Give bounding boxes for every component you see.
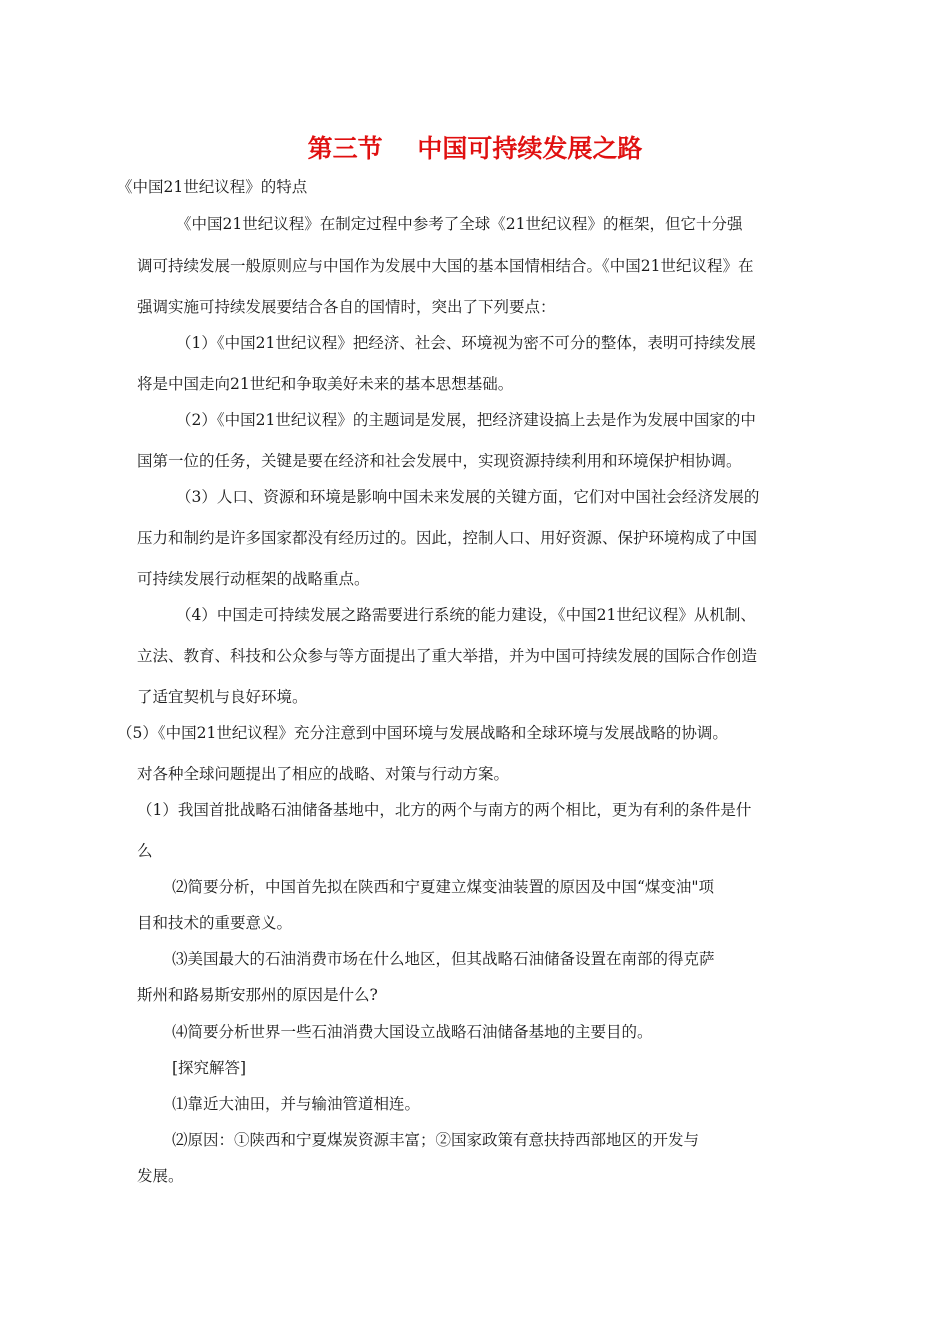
question-line: ⑵简要分析，中国首先拟在陕西和宁夏建立煤变油装置的原因及中国“煤变油"项 — [172, 878, 715, 896]
answer-line: ⑴靠近大油田，并与输油管道相连。 — [172, 1095, 421, 1113]
paragraph-line: 了适宜契机与良好环境。 — [137, 688, 308, 706]
question-line: ⑷简要分析世界一些石油消费大国设立战略石油储备基地的主要目的。 — [172, 1023, 653, 1041]
paragraph-line: （3）人口、资源和环境是影响中国未来发展的关键方面，它们对中国社会经济发展的 — [176, 488, 760, 506]
question-line: ⑶美国最大的石油消费市场在什么地区，但其战略石油储备设置在南部的得克萨 — [172, 950, 715, 968]
answer-heading: [探究解答] — [172, 1059, 247, 1077]
answer-line: 发展。 — [137, 1167, 184, 1185]
question-line: 么 — [137, 842, 153, 860]
paragraph-line: （4）中国走可持续发展之路需要进行系统的能力建设，《中国21世纪议程》从机制、 — [176, 606, 756, 624]
page-title: 第三节 中国可持续发展之路 — [307, 134, 643, 163]
paragraph-line: （1）《中国21世纪议程》把经济、社会、环境视为密不可分的整体，表明可持续发展 — [176, 334, 756, 352]
paragraph-line: 可持续发展行动框架的战略重点。 — [137, 570, 370, 588]
answer-line: ⑵原因：①陕西和宁夏煤炭资源丰富；②国家政策有意扶持西部地区的开发与 — [172, 1131, 700, 1149]
paragraph-line: 对各种全球问题提出了相应的战略、对策与行动方案。 — [137, 765, 510, 783]
paragraph-line: 《中国21世纪议程》在制定过程中参考了全球《21世纪议程》的框架，但它十分强 — [176, 215, 743, 233]
question-line: 目和技术的重要意义。 — [137, 914, 293, 932]
question-line: （1）我国首批战略石油储备基地中，北方的两个与南方的两个相比，更为有利的条件是什 — [137, 801, 752, 819]
section-heading: 《中国21世纪议程》的特点 — [117, 178, 308, 196]
question-line: 斯州和路易斯安那州的原因是什么? — [137, 986, 378, 1004]
paragraph-line: （2）《中国21世纪议程》的主题词是发展，把经济建设搞上去是作为发展中国家的中 — [176, 411, 756, 429]
paragraph-line: 调可持续发展一般原则应与中国作为发展中大国的基本国情相结合。《中国21世纪议程》在 — [137, 257, 754, 275]
paragraph-line: 强调实施可持续发展要结合各自的国情时，突出了下列要点： — [137, 298, 556, 316]
paragraph-line: 将是中国走向21世纪和争取美好未来的基本思想基础。 — [137, 375, 514, 393]
paragraph-line: （5）《中国21世纪议程》充分注意到中国环境与发展战略和全球环境与发展战略的协调。 — [117, 724, 728, 742]
paragraph-line: 立法、教育、科技和公众参与等方面提出了重大举措，并为中国可持续发展的国际合作创造 — [137, 647, 758, 665]
paragraph-line: 压力和制约是许多国家都没有经历过的。因此，控制人口、用好资源、保护环境构成了中国 — [137, 529, 758, 547]
paragraph-line: 国第一位的任务，关键是要在经济和社会发展中，实现资源持续利用和环境保护相协调。 — [137, 452, 742, 470]
